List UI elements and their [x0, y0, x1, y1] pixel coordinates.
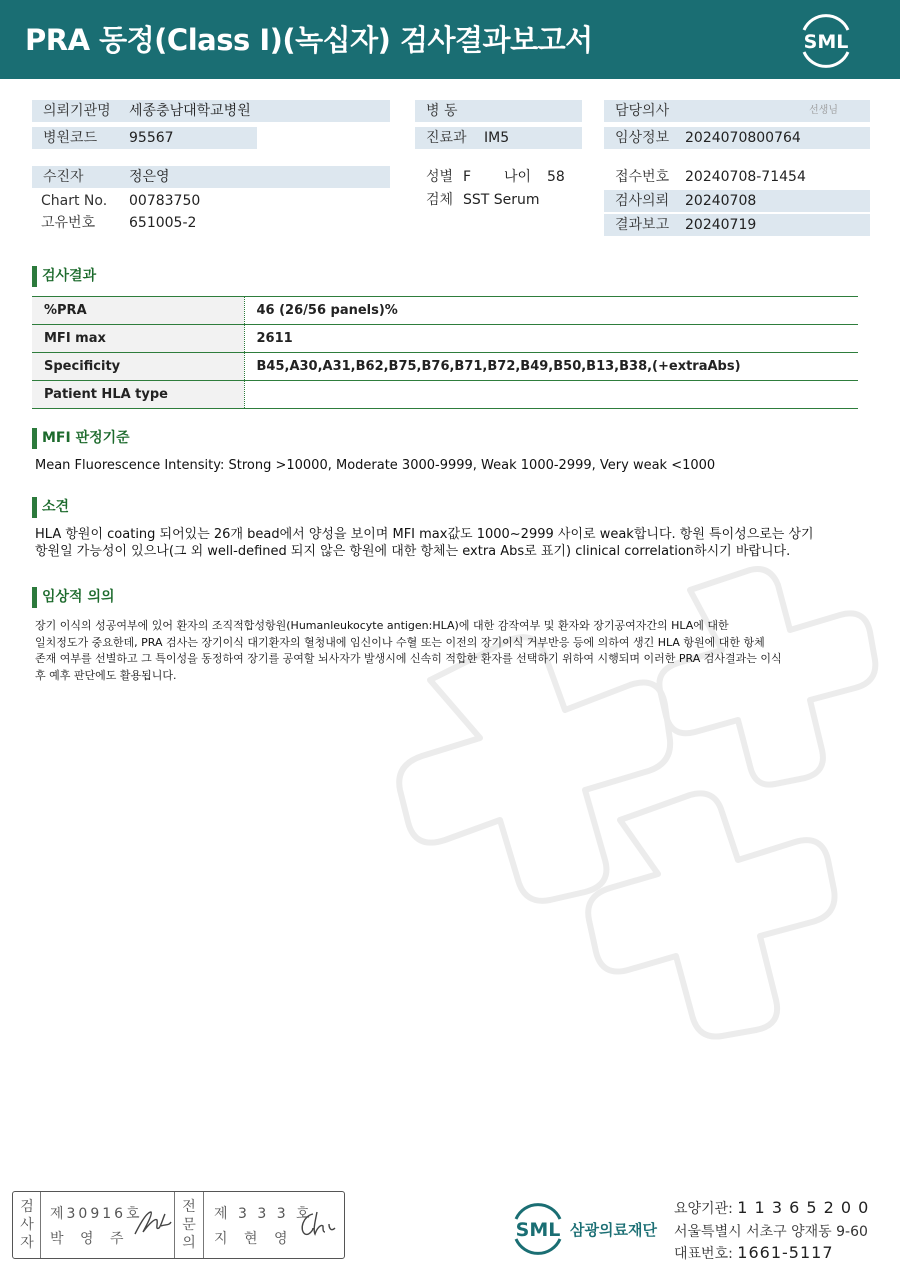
facility-code-value: 1 1 3 6 5 2 0 0	[737, 1198, 870, 1217]
patient-label: 수진자	[43, 169, 84, 185]
dept-label: 진료과	[426, 130, 467, 146]
clinical-section-title: 임상적 의의	[32, 587, 115, 608]
result-key-hla-type: Patient HLA type	[32, 381, 244, 409]
age-value: 58	[547, 169, 565, 185]
institution-row	[32, 100, 390, 122]
specialist-signature	[295, 1208, 339, 1242]
doctor-label: 담당의사	[615, 103, 670, 119]
request-value: 20240708	[685, 193, 757, 209]
mfi-criteria-text: Mean Fluorescence Intensity: Strong >10000, Moderate 3000-9999, Weak 1000-2999, Very weak <1000	[35, 458, 716, 473]
specimen-label: 검체	[426, 192, 454, 208]
doctor-row	[604, 100, 870, 122]
request-label: 검사의뢰	[615, 193, 670, 209]
sex-age-row	[415, 166, 595, 188]
specimen-row	[415, 189, 595, 211]
dept-row	[415, 127, 582, 149]
svg-text:SML: SML	[515, 1219, 561, 1241]
report-date-label: 결과보고	[615, 217, 670, 233]
tester-vertical-label: 검 사 자	[20, 1199, 34, 1251]
clinical-info-row	[604, 127, 870, 149]
stamp-divider	[174, 1192, 175, 1258]
result-value-pra: 46 (26/56 panels)%	[244, 297, 858, 325]
receipt-row	[604, 166, 870, 188]
signature-stamp-box	[12, 1191, 345, 1259]
mfi-section-title: MFI 판정기준	[32, 428, 130, 449]
request-row	[604, 190, 870, 212]
facility-code-label: 요양기관:	[674, 1201, 733, 1217]
phone-label: 대표번호:	[674, 1246, 733, 1262]
result-value-hla-type	[244, 381, 858, 409]
table-row	[32, 381, 858, 409]
svg-text:SML: SML	[803, 31, 849, 53]
table-row	[32, 297, 858, 325]
stamp-divider	[203, 1192, 204, 1258]
clinical-info-label: 임상정보	[615, 130, 670, 146]
facility-code-line	[674, 1198, 869, 1218]
stamp-divider	[40, 1192, 41, 1258]
clinical-text	[35, 618, 782, 684]
hospital-code-label: 병원코드	[43, 130, 98, 146]
patient-row	[32, 166, 390, 188]
table-row	[32, 353, 858, 381]
result-key-pra: %PRA	[32, 297, 244, 325]
chart-row	[32, 190, 390, 212]
phone-line	[674, 1243, 834, 1263]
specialist-name: 지 현 영	[214, 1231, 294, 1247]
tester-signature	[131, 1206, 175, 1240]
specialist-license-no: 제 3 3 3 호	[214, 1206, 313, 1222]
organization-name: 삼광의료재단	[570, 1221, 657, 1239]
receipt-value: 20240708-71454	[685, 169, 806, 185]
institution-label: 의뢰기관명	[43, 103, 111, 119]
doctor-note: 선생님	[809, 105, 838, 116]
finding-line: 항원일 가능성이 있으나(그 외 well-defined 되지 않은 항원에 대한 항체는 extra Abs로 표기) clinical correlation하시기 바랍니다.	[35, 544, 791, 559]
finding-text	[35, 526, 814, 560]
sex-value: F	[463, 169, 472, 185]
ward-label: 병 동	[426, 103, 458, 119]
clinical-line: 장기 이식의 성공여부에 있어 환자의 조직적합성항원(Humanleukocyte antigen:HLA)에 대한 감작여부 및 환자와 장기공여자간의 HLA에 대한	[35, 619, 729, 632]
result-value-mfi: 2611	[244, 325, 858, 353]
unique-id-row	[32, 212, 390, 234]
result-key-specificity: Specificity	[32, 353, 244, 381]
specimen-value: SST Serum	[463, 192, 540, 208]
table-row	[32, 325, 858, 353]
ward-row	[415, 100, 582, 122]
finding-section-title: 소견	[32, 497, 69, 518]
specialist-vertical-label: 전 문 의	[182, 1199, 196, 1251]
clinical-info-value: 2024070800764	[685, 130, 801, 146]
report-date-row	[604, 214, 870, 236]
clinical-line: 후 예후 판단에도 활용됩니다.	[35, 668, 177, 682]
hospital-code-value: 95567	[129, 130, 174, 146]
sex-label: 성별	[426, 169, 454, 185]
report-header	[0, 0, 900, 79]
unique-id-label: 고유번호	[41, 215, 96, 231]
sml-foundation-logo	[508, 1199, 568, 1257]
hospital-code-row	[32, 127, 257, 149]
patient-value: 정은영	[129, 169, 170, 185]
tester-name: 박 영 주	[50, 1231, 130, 1247]
result-key-mfi: MFI max	[32, 325, 244, 353]
address: 서울특별시 서초구 양재동 9-60	[674, 1224, 868, 1240]
chart-value: 00783750	[129, 193, 201, 209]
sml-logo	[796, 12, 856, 68]
results-section-title: 검사결과	[32, 266, 96, 287]
age-label: 나이	[504, 169, 532, 185]
report-date-value: 20240719	[685, 217, 757, 233]
unique-id-value: 651005-2	[129, 215, 197, 231]
receipt-label: 접수번호	[615, 169, 670, 185]
institution-value: 세종충남대학교병원	[129, 103, 251, 119]
tester-license-no: 제30916호	[50, 1206, 143, 1222]
dept-value: IM5	[484, 130, 510, 146]
finding-line: HLA 항원이 coating 되어있는 26개 bead에서 양성을 보이며 MFI max값도 1000~2999 사이로 weak합니다. 항원 특이성으로는 상기	[35, 527, 814, 542]
result-value-specificity: B45,A30,A31,B62,B75,B76,B71,B72,B49,B50,B13,B38,(+extraAbs)	[244, 353, 858, 381]
chart-label: Chart No.	[41, 193, 108, 209]
results-table	[32, 296, 858, 409]
report-title: PRA 동정(Class I)(녹십자) 검사결과보고서	[25, 23, 593, 57]
phone-value: 1661-5117	[737, 1243, 834, 1262]
clinical-line: 존재 여부를 선별하고 그 특이성을 동정하여 장기를 공여할 뇌사자가 발생시에 신속히 적합한 환자를 선택하기 위하여 시행되며 이러한 PRA 검사결과는 이식	[35, 652, 782, 665]
clinical-line: 일치정도가 중요한데, PRA 검사는 장기이식 대기환자의 혈청내에 임신이나 수혈 또는 이전의 장기이식 거부반응 등에 의하여 생긴 HLA 항원에 대한 항체	[35, 635, 765, 649]
